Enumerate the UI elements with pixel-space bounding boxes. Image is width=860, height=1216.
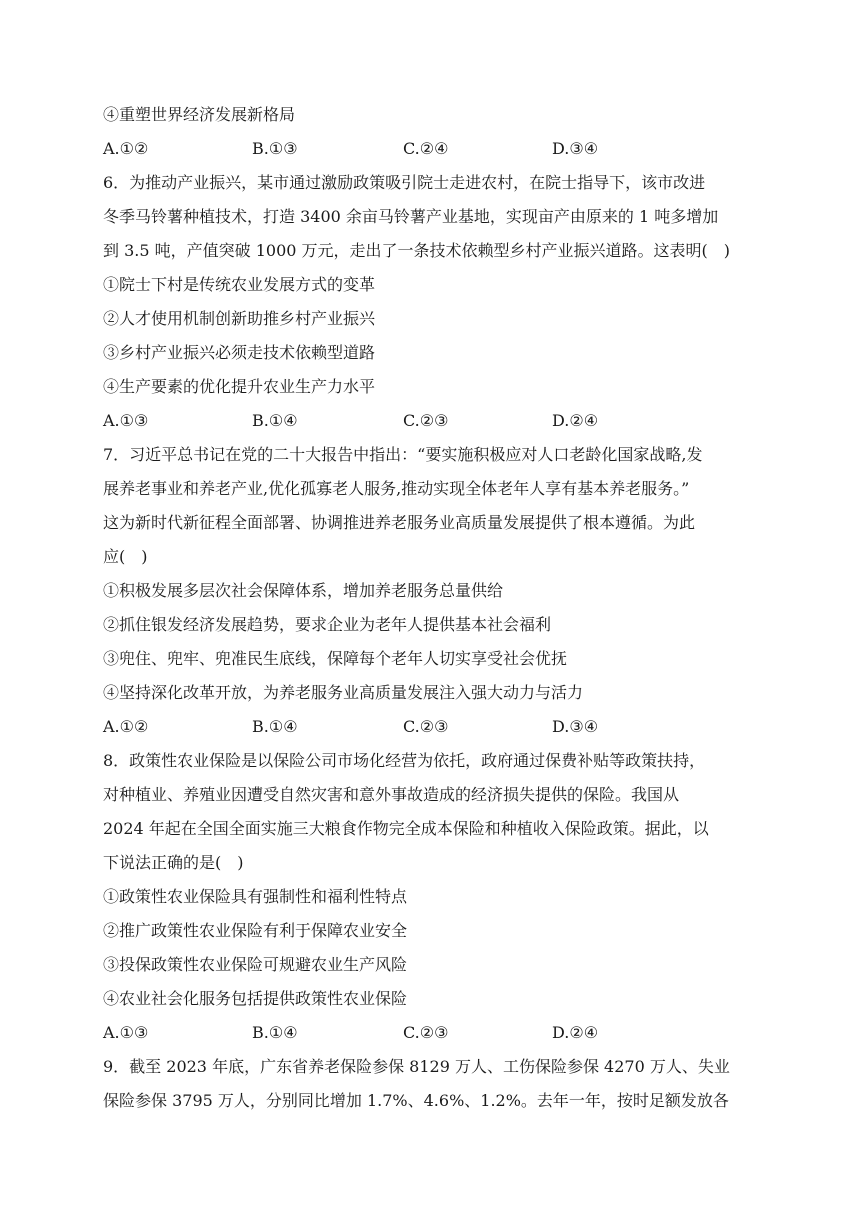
- q8-option-d: D.②④: [552, 1023, 599, 1042]
- q6-option-c: C.②③: [403, 411, 449, 430]
- q7-stem-line-3: 这为新时代新征程全面部署、协调推进养老服务业高质量发展提供了根本遵循。为此: [103, 513, 696, 532]
- q8-item-3: ③投保政策性农业保险可规避农业生产风险: [103, 955, 408, 974]
- q7-item-1: ①积极发展多层次社会保障体系，增加养老服务总量供给: [103, 581, 504, 600]
- q9-stem-line-2: 保险参保 3795 万人，分别同比增加 1.7%、4.6%、1.2%。去年一年，按时足额发放各: [103, 1091, 729, 1110]
- q8-stem-line-1: 8．政策性农业保险是以保险公司市场化经营为依托，政府通过保费补贴等政策扶持，: [103, 751, 706, 770]
- q7-stem-line-4: 应( ): [103, 547, 148, 566]
- q6-option-d: D.②④: [552, 411, 599, 430]
- q6-option-b: B.①④: [252, 411, 298, 430]
- q6-item-1: ①院士下村是传统农业发展方式的变革: [103, 275, 376, 294]
- q8-stem-line-3: 2024 年起在全国全面实施三大粮食作物完全成本保险和种植收入保险政策。据此，以: [103, 819, 709, 838]
- q7-option-d: D.③④: [552, 717, 599, 736]
- q6-stem-line-2: 冬季马铃薯种植技术，打造 3400 余亩马铃薯产业基地，实现亩产由原来的 1 吨多增加: [103, 207, 719, 226]
- q8-item-1: ①政策性农业保险具有强制性和福利性特点: [103, 887, 408, 906]
- q7-option-b: B.①④: [252, 717, 298, 736]
- q6-option-a: A.①③: [103, 411, 149, 430]
- q7-stem-line-2: 展养老事业和养老产业,优化孤寡老人服务,推动实现全体老年人享有基本养老服务。”: [103, 479, 690, 498]
- q6-item-2: ②人才使用机制创新助推乡村产业振兴: [103, 309, 376, 328]
- q7-option-c: C.②③: [403, 717, 449, 736]
- q6-item-3: ③乡村产业振兴必须走技术依赖型道路: [103, 343, 376, 362]
- q5-option-a: A.①②: [103, 139, 149, 158]
- q8-item-4: ④农业社会化服务包括提供政策性农业保险: [103, 989, 408, 1008]
- q7-item-4: ④坚持深化改革开放，为养老服务业高质量发展注入强大动力与活力: [103, 683, 584, 702]
- q5-item-4: ④重塑世界经济发展新格局: [103, 105, 296, 124]
- q6-stem-line-1: 6．为推动产业振兴，某市通过激励政策吸引院士走进农村，在院士指导下，该市改进: [103, 173, 706, 192]
- q7-option-a: A.①②: [103, 717, 149, 736]
- q8-stem-line-4: 下说法正确的是( ): [103, 853, 244, 872]
- q5-option-c: C.②④: [403, 139, 449, 158]
- q8-item-2: ②推广政策性农业保险有利于保障农业安全: [103, 921, 408, 940]
- q7-item-3: ③兜住、兜牢、兜准民生底线，保障每个老年人切实享受社会优抚: [103, 649, 568, 668]
- q5-option-d: D.③④: [552, 139, 599, 158]
- q5-option-b: B.①③: [252, 139, 298, 158]
- q8-option-a: A.①③: [103, 1023, 149, 1042]
- q6-stem-line-3: 到 3.5 吨，产值突破 1000 万元，走出了一条技术依赖型乡村产业振兴道路。这表明( ): [103, 241, 730, 260]
- q8-option-b: B.①④: [252, 1023, 298, 1042]
- q9-stem-line-1: 9．截至 2023 年底，广东省养老保险参保 8129 万人、工伤保险参保 4270 万人、失业: [103, 1057, 730, 1076]
- q7-item-2: ②抓住银发经济发展趋势，要求企业为老年人提供基本社会福利: [103, 615, 552, 634]
- q6-item-4: ④生产要素的优化提升农业生产力水平: [103, 377, 376, 396]
- q7-stem-line-1: 7．习近平总书记在党的二十大报告中指出：“要实施积极应对人口老龄化国家战略,发: [103, 445, 703, 464]
- q8-stem-line-2: 对种植业、养殖业因遭受自然灾害和意外事故造成的经济损失提供的保险。我国从: [103, 785, 680, 804]
- q8-option-c: C.②③: [403, 1023, 449, 1042]
